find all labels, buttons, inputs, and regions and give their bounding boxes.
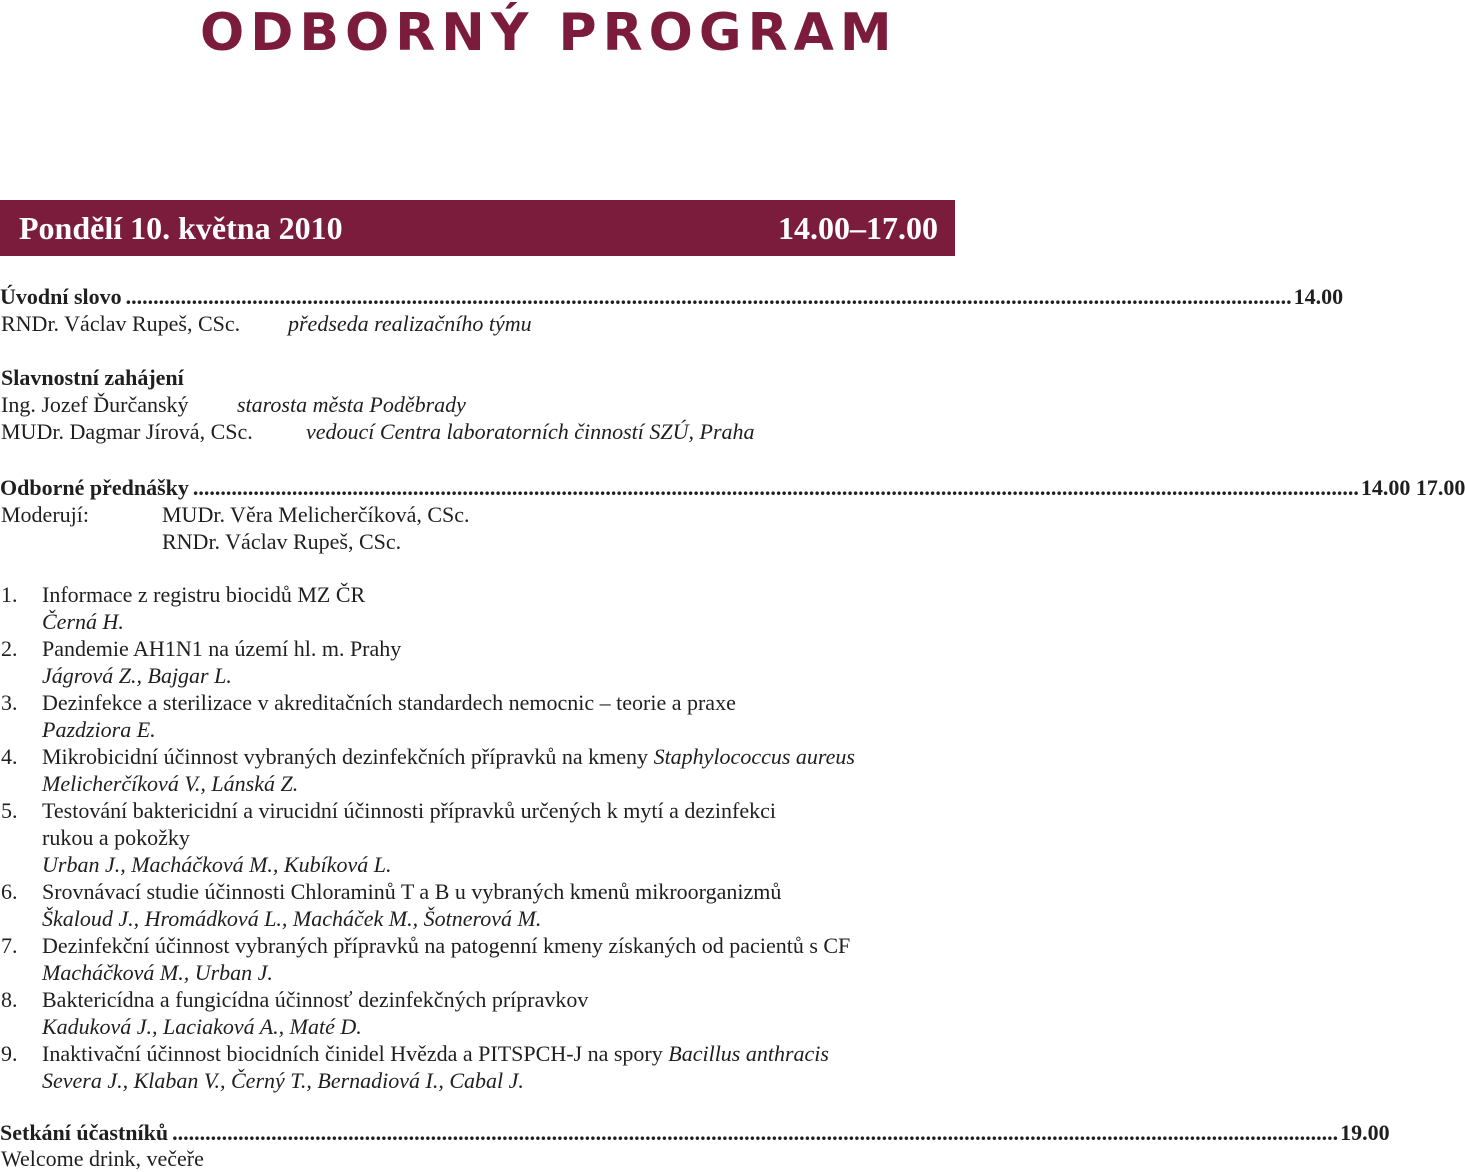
lecture-number: 3.	[1, 690, 18, 715]
leader-dots: ....................................................................................................................................................................................................................	[125, 284, 1292, 309]
lecture-title-species: Bacillus anthracis	[668, 1041, 829, 1066]
lecture-number: 1.	[1, 582, 18, 607]
lecture-number: 7.	[1, 933, 18, 958]
lecture-title-continued: rukou a pokožky	[42, 825, 190, 850]
lecture-authors: Škaloud J., Hromádková L., Macháček M., Šotnerová M.	[42, 906, 542, 931]
lecture-title: Pandemie AH1N1 na území hl. m. Prahy	[42, 636, 402, 661]
meeting-note: Welcome drink, večeře	[1, 1146, 204, 1171]
lecture-title: Informace z registru biocidů MZ ČR	[42, 582, 366, 607]
lecture-title: Dezinfekční účinnost vybraných přípravků na patogenní kmeny získaných od pacientů s CF	[42, 933, 851, 958]
lecture-title: Dezinfekce a sterilizace v akreditačních standardech nemocnic – teorie a praxe	[42, 690, 736, 715]
lecture-title: Mikrobicidní účinnost vybraných dezinfekčních přípravků na kmeny	[42, 744, 654, 769]
opening-speaker: RNDr. Václav Rupeš, CSc.	[1, 311, 241, 336]
page-title: ODBORNÝ PROGRAM	[200, 3, 898, 63]
moderators-label: Moderují:	[1, 502, 89, 527]
lecture-number: 2.	[1, 636, 18, 661]
lectures-label: Odborné přednášky	[0, 475, 189, 500]
ceremony-speaker-role: starosta města Poděbrady	[237, 392, 466, 417]
lecture-number: 5.	[1, 798, 18, 823]
lectures-time: 14.00 17.00	[1360, 475, 1465, 500]
lecture-authors: Černá H.	[42, 609, 124, 634]
opening-role: předseda realizačního týmu	[288, 311, 532, 336]
lecture-number: 8.	[1, 987, 18, 1012]
lecture-authors: Pazdziora E.	[42, 717, 156, 742]
meeting-row	[0, 1120, 1390, 1146]
ceremony-speaker-name: Ing. Jozef Ďurčanský	[1, 392, 189, 417]
lectures-row	[0, 475, 1465, 501]
lecture-authors: Macháčková M., Urban J.	[42, 960, 273, 985]
lecture-authors: Kaduková J., Laciaková A., Maté D.	[42, 1014, 362, 1039]
lecture-title-line	[42, 744, 855, 770]
lecture-number: 4.	[1, 744, 18, 769]
ceremony-label: Slavnostní zahájení	[1, 365, 184, 390]
lecture-title-species: Staphylococcus aureus	[653, 744, 855, 769]
lecture-authors: Urban J., Macháčková M., Kubíková L.	[42, 852, 392, 877]
lecture-title-line	[42, 1041, 829, 1067]
ceremony-speaker-role: vedoucí Centra laboratorních činností SZÚ, Praha	[306, 419, 755, 444]
lecture-title: Srovnávací studie účinnosti Chloraminů T a B u vybraných kmenů mikroorganizmů	[42, 879, 782, 904]
lecture-title: Baktericídna a fungicídna účinnosť dezinfekčných prípravkov	[42, 987, 589, 1012]
day-banner	[0, 200, 955, 256]
lecture-title: Testování baktericidní a virucidní účinnosti přípravků určených k mytí a dezinfekci	[42, 798, 777, 823]
lecture-number: 6.	[1, 879, 18, 904]
lecture-title: Inaktivační účinnost biocidních činidel Hvězda a PITSPCH-J na spory	[42, 1041, 669, 1066]
banner-time: 14.00–17.00	[778, 210, 938, 246]
opening-label: Úvodní slovo	[0, 284, 122, 309]
banner-date: Pondělí 10. května 2010	[19, 210, 343, 246]
leader-dots: ....................................................................................................................................................................................................................	[192, 475, 1359, 500]
moderator-name: MUDr. Věra Melicherčíková, CSc.	[162, 502, 470, 527]
lecture-authors: Melicherčíková V., Lánská Z.	[42, 771, 299, 796]
lecture-authors: Severa J., Klaban V., Černý T., Bernadiová I., Cabal J.	[42, 1068, 524, 1093]
ceremony-speaker-name: MUDr. Dagmar Jírová, CSc.	[1, 419, 253, 444]
leader-dots: ....................................................................................................................................................................................................................	[172, 1120, 1339, 1145]
meeting-time: 19.00	[1340, 1120, 1390, 1145]
meeting-label: Setkání účastníků	[0, 1120, 169, 1145]
lecture-authors: Jágrová Z., Bajgar L.	[42, 663, 232, 688]
opening-row	[0, 284, 1344, 310]
opening-time: 14.00	[1293, 284, 1344, 309]
lecture-number: 9.	[1, 1041, 18, 1066]
moderator-name: RNDr. Václav Rupeš, CSc.	[162, 529, 402, 554]
